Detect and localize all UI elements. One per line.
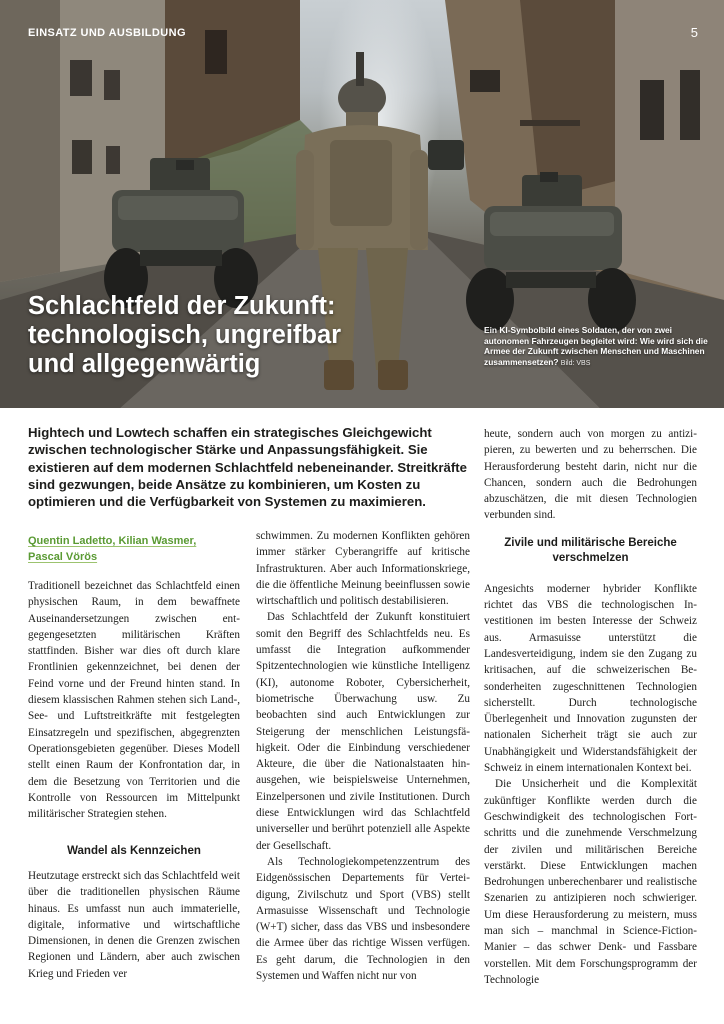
title-line: Schlachtfeld der Zukunft:	[28, 292, 336, 320]
balcony	[520, 120, 580, 126]
body-paragraph: Die Unsicherheit und die Komplexität zukünftiger Konflikte werden durch die Geschwindigkeit des technologischen Fortschritts und die zunehmende Verschmelzung der zivilen und militärischen Bereiche verstärkt. Diese Entwicklungen machen Bedrohungen unberechenbarer und realistische Szenarien zu antizipieren noch schwieriger. Um diese Herausforderung zu meistern, muss man sich – manchmal in Science-Fiction-Manier – das schwer Denk- und Fassbare vorstellen. Mit dem Forschungsprogramm der Technologie	[484, 778, 697, 986]
subheading: Wandel als Kennzeichen	[67, 845, 201, 857]
window	[70, 60, 92, 96]
window	[470, 70, 500, 92]
title-line: technologisch, ungreifbar	[28, 321, 342, 349]
left-house-shadow	[0, 0, 60, 282]
window	[640, 80, 664, 140]
window	[104, 70, 120, 100]
body-paragraph: Heutzutage erstreckt sich das Schlachtfeld weit über die traditionellen physischen Räume hinaus. Es umfasst nun auch immaterielle, digitale, informative und wirtschaftliche Dimensionen, in denen die Grenzen zwischen Regionen und Ländern, aber auch zwischen Krieg und Frieden ver	[28, 870, 240, 980]
body-paragraph: Das Schlachtfeld der Zukunft konstituiert somit den Begriff des Schlachtfelds neu. Es umfasst die Integration aufkommender Spitzentechnologien wie künstliche Intelligenz (KI), autonome Roboter, Cybersicherheit, biometrische Überwachung usw. Zu beobachten sind auch Entwicklungen zur Steigerung der menschlichen Leistungsfähigkeit. Oder die Einbindung verschiedener Akteure, die über die Nationalstaaten hinausgehen, wie beispielsweise Unternehmen, Einzelpersonen und zivile Institutionen. Durch diese Entwicklungen wird das Schlachtfeld universeller und berührt potenziell alle Aspekte der Gesellschaft.	[256, 611, 470, 852]
image-caption	[484, 325, 716, 369]
window	[205, 30, 227, 74]
text-column-2	[256, 528, 470, 984]
body-paragraph: Angesichts moderner hybrider Konflikte richtet das VBS die technologischen Investitionen im besten Interesse der Schweiz aus. Armasuisse unterstützt die Landesverteidigung, indem sie den Zugang zu kritisachen, auf die schweizerischen Besonderheiten zugeschnittenen Technologien sicherstellt. Durch technologische Überlegenheit und Innovation zugunsten der nationalen Sicherheit trägt sie auch zur Unabhängigkeit und Widerstandsfähigkeit der Schweiz in einem internationalen Kontext bei.	[484, 582, 697, 775]
body-paragraph: heute, sondern auch von morgen zu antizipieren, zu bewerten und zu beherrschen. Die Herausforderung besteht darin, nicht nur die Chancen, sondern auch die Bedrohungen abzuschätzen, die mit diesen Technologien verbunden sind.	[484, 428, 697, 522]
text-column-1	[28, 578, 240, 822]
text-column-1-continued	[28, 868, 240, 982]
body-paragraph: schwimmen. Zu modernen Konflikten gehören immer stärker Cyberangriffe auf kritische Infrastrukturen. Aber auch Informationskriege, die die öffentliche Meinung beeinflussen sowie wirtschaftlich und politisch destabilisieren.	[256, 530, 470, 608]
article-title	[28, 292, 448, 379]
window	[72, 140, 92, 174]
section-label: EINSATZ UND AUSBILDUNG	[28, 27, 186, 39]
body-paragraph: Traditionell bezeichnet das Schlachtfeld einen physischen Raum, in dem bewaffnete Auseinandersetzungen zwischen entgegengesetzten militärischen Kräften stattfinden. Bisher war dies oft durch klare Frontlinien gekennzeichnet, bei denen der Feind vorne und der Freund hinten stand. In diesem klassischen Rahmen stehen sich Land-, See- und Luftstreitkräfte mit festgelegten Einsatzregeln und spezifischen, abgegrenzten Operationsgebieten gegenüber. Dieses Modell stellt einen Raum der Konfrontation dar, in dem die Besetzung von Territorien und die Kontrolle von Ressourcen im Mittelpunkt militärischer Strategien stehen.	[28, 580, 240, 821]
subheading	[484, 536, 697, 567]
author-line: Quentin Ladetto, Kilian Wasmer,	[28, 535, 197, 547]
body-paragraph: Als Technologiekompetenzzentrum des Eidgenössischen Departements für Verteidigung, Zivilschutz und Sport (VBS) stellt Armasuisse Wissenschaft und Technologie (W+T) sicher, dass das VBS und insbesondere die Armee über das richtige Wissen verfügen. Es geht darum, die Technologien in den Systemen und Waffen nicht nur von	[256, 855, 470, 983]
caption-text: Ein KI-Symbolbild eines Soldaten, der von zwei autonomen Fahrzeugen begleitet wird: Wie wird sich die Armee der Zukunft zwischen Menschen und Maschinen zusammensetzen?	[484, 325, 708, 367]
title-line: und allgegenwärtig	[28, 350, 261, 378]
image-credit: Bild: VBS	[560, 359, 591, 367]
right-house-stone	[615, 0, 724, 300]
text-column-3	[484, 426, 697, 988]
distant-vehicle	[428, 140, 464, 170]
author-line: Pascal Vörös	[28, 551, 98, 563]
hero-image	[0, 0, 724, 408]
subheading-line: verschmelzen	[552, 552, 629, 565]
window	[106, 146, 120, 174]
author-byline	[28, 533, 240, 565]
page-number: 5	[690, 25, 698, 40]
window	[680, 70, 700, 140]
subheading-line: Zivile und militärische Bereiche	[504, 536, 677, 549]
lead-paragraph: Hightech und Lowtech schaffen ein strategisches Gleichgewicht zwischen technologischer Stärke und Anpassungsfähigkeit. Sie existieren auf dem modernen Schlachtfeld nebeneinander. Streitkräfte sind gezwungen, beide Ansätze zu kombinieren, um Kosten zu optimieren und die Verfügbarkeit von Systemen zu maximieren.	[28, 425, 467, 510]
